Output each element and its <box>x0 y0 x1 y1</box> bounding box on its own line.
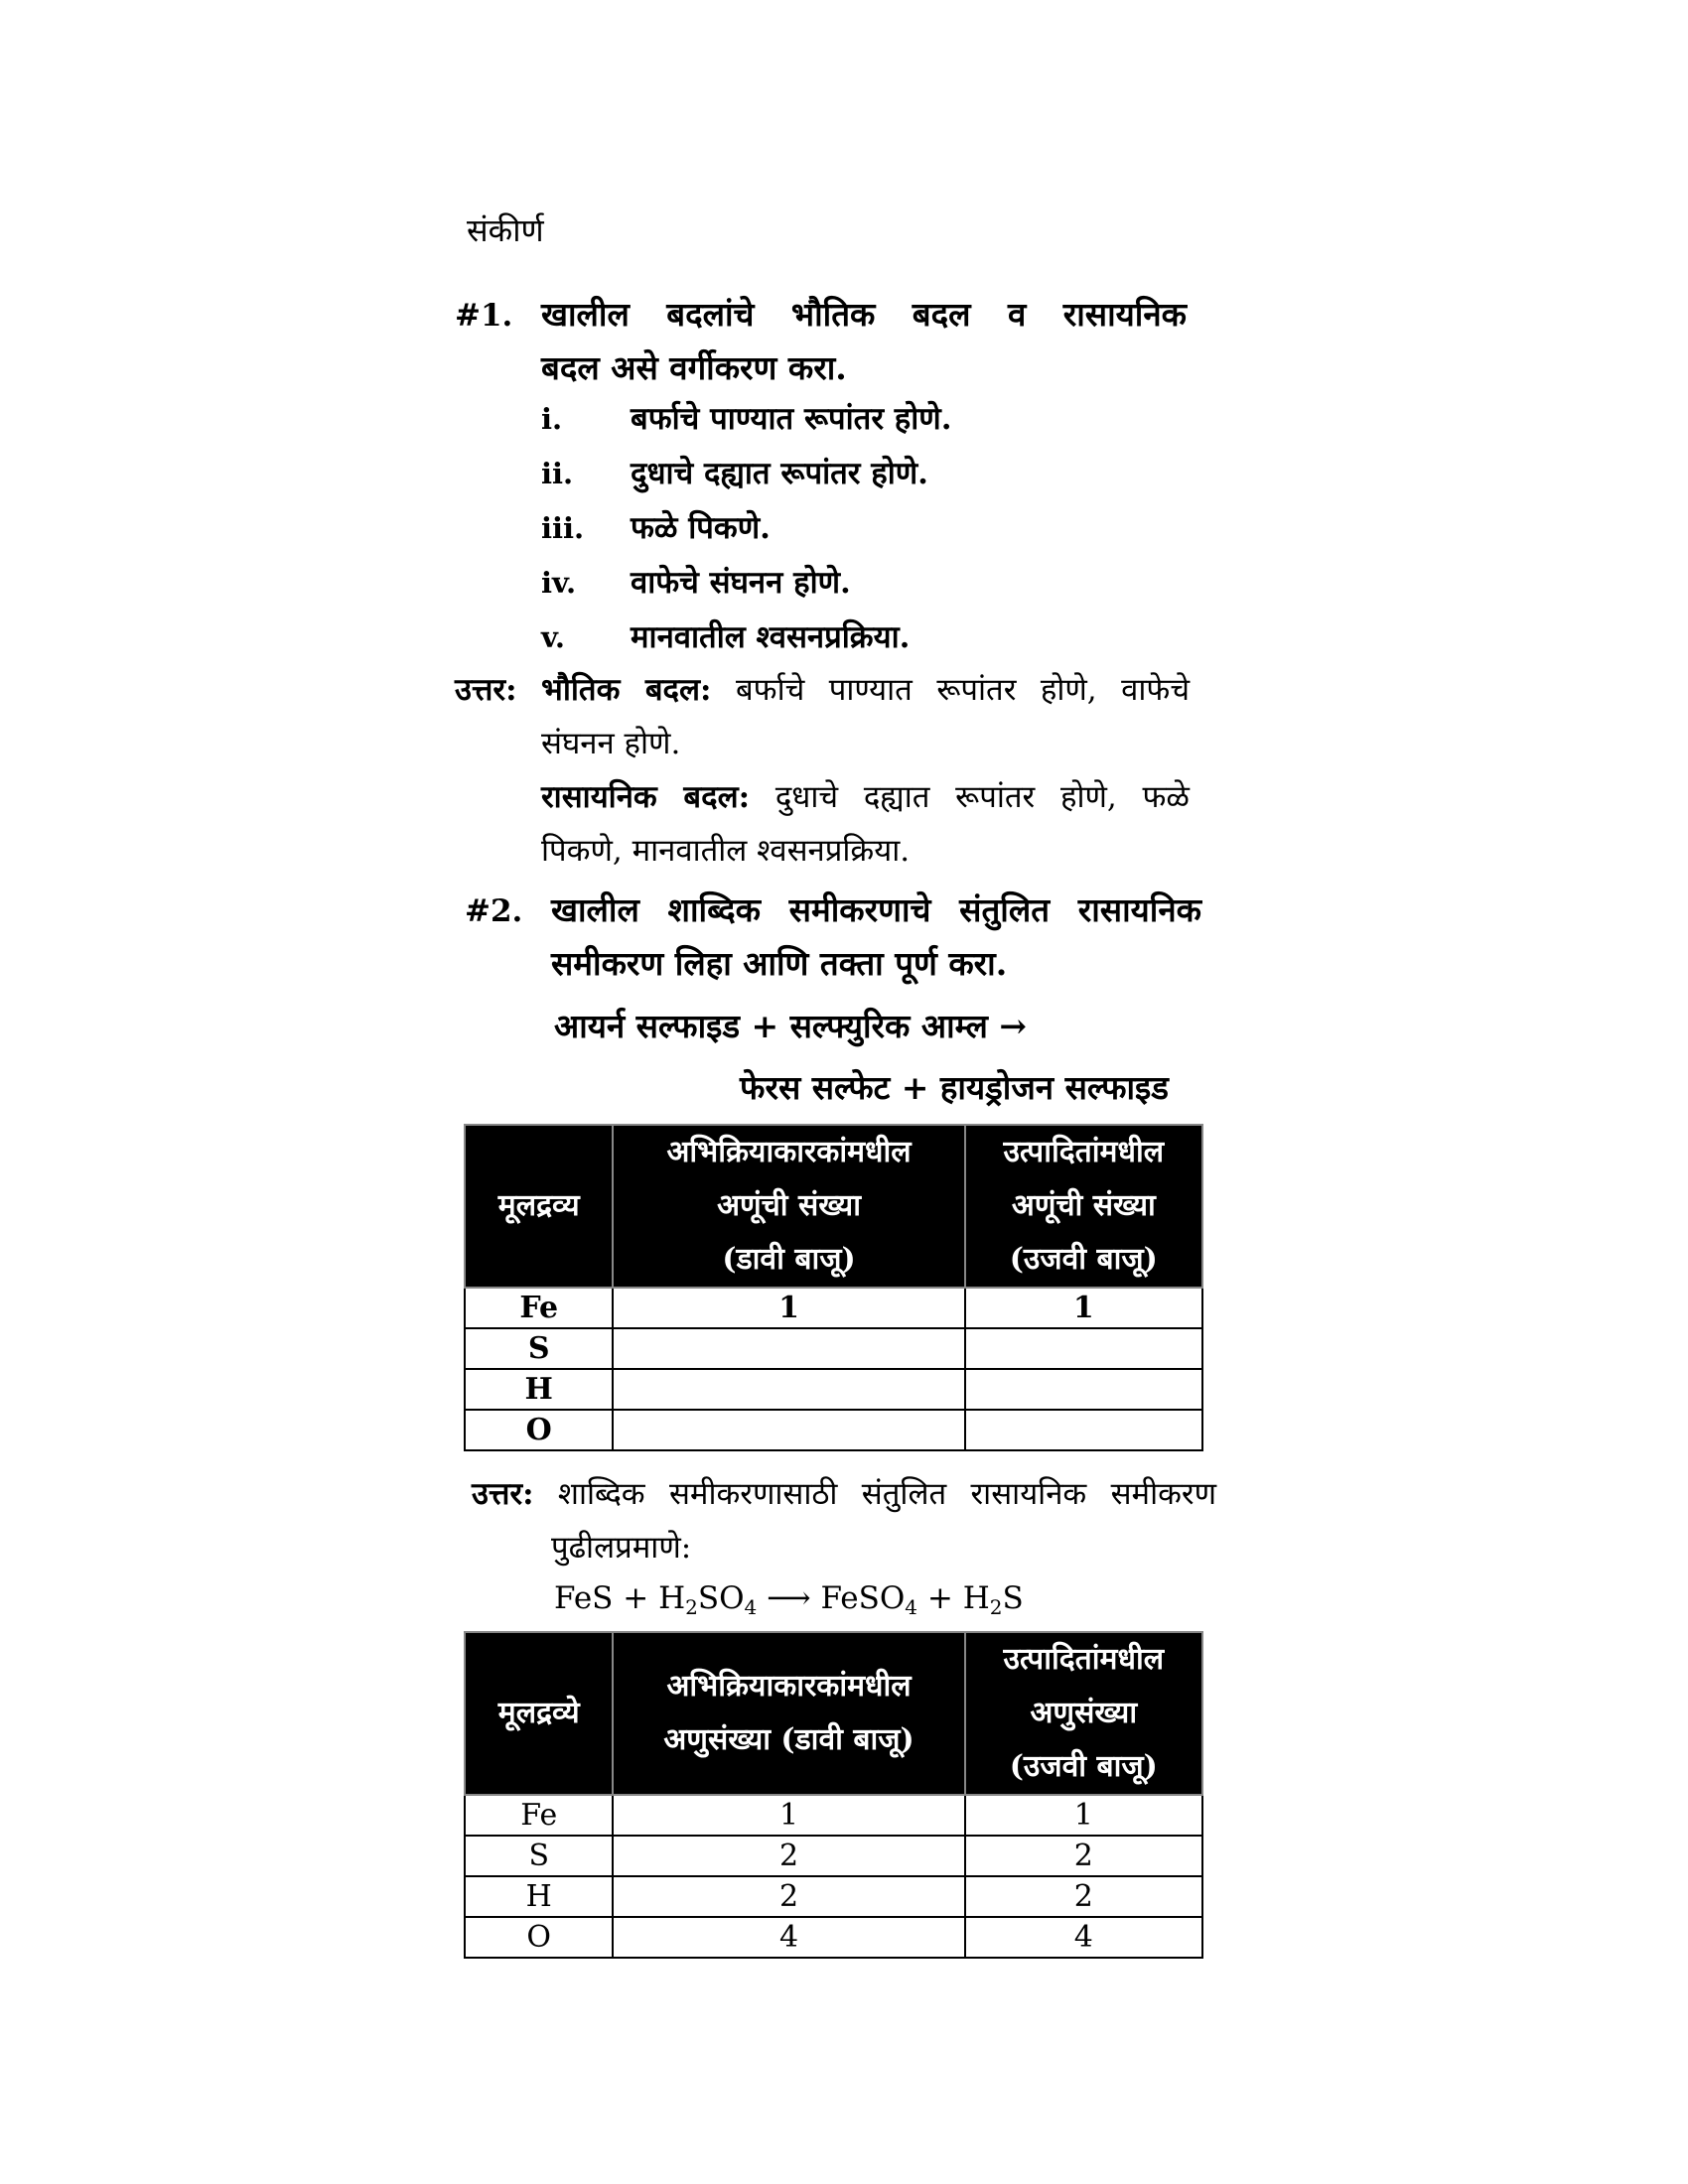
table-cell <box>613 1369 964 1410</box>
chemical-change-label: रासायनिक बदल: <box>541 779 751 815</box>
table-cell: 1 <box>613 1288 964 1328</box>
word-equation-line-1: आयर्न सल्फाइड + सल्फ्युरिक आम्ल → <box>554 1007 1027 1045</box>
table-cell: 2 <box>965 1876 1202 1917</box>
table-row <box>465 1876 1202 1917</box>
table-cell: O <box>465 1410 613 1450</box>
answer-prefix: उत्तर: <box>455 672 517 708</box>
answer-2-text-2: पुढीलप्रमाणे: <box>551 1530 692 1566</box>
table-cell: 2 <box>613 1876 964 1917</box>
item-text: बर्फाचे पाण्यात रूपांतर होणे. <box>631 401 952 437</box>
chemical-change-text-1: दुधाचे दह्यात रूपांतर होणे, फळे <box>774 779 1190 815</box>
column-header-products: उत्पादितांमधील अणूंची संख्या (उजवी बाजू) <box>965 1125 1202 1288</box>
table-cell: 2 <box>613 1836 964 1876</box>
table-row <box>465 1288 1202 1328</box>
item-label: iv. <box>541 566 577 600</box>
question-2-number: #2. <box>465 893 523 929</box>
table-header-row <box>465 1125 1202 1288</box>
answer-1 <box>455 663 1190 878</box>
table-cell: Fe <box>465 1795 613 1836</box>
table-row <box>465 1410 1202 1450</box>
item-label: iii. <box>541 511 585 545</box>
table-cell <box>965 1369 1202 1410</box>
column-header-element: मूलद्रव्ये <box>465 1632 613 1795</box>
question-1-items <box>541 397 952 670</box>
list-item <box>541 452 952 506</box>
item-text: वाफेचे संघनन होणे. <box>631 565 851 601</box>
table-cell <box>965 1328 1202 1369</box>
question-1-line-2: बदल असे वर्गीकरण करा. <box>541 348 847 387</box>
column-header-products: उत्पादितांमधील अणुसंख्या (उजवी बाजू) <box>965 1632 1202 1795</box>
question-2-line-2: समीकरण लिहा आणि तक्ता पूर्ण करा. <box>551 944 1008 983</box>
reaction-arrow: ⟶ <box>767 1580 811 1616</box>
item-text: मानवातील श्वसनप्रक्रिया. <box>631 619 911 655</box>
physical-change-text-2: संघनन होणे. <box>541 726 681 761</box>
table-cell: Fe <box>465 1288 613 1328</box>
column-header-reactants: अभिक्रियाकारकांमधील अणुसंख्या (डावी बाजू) <box>613 1632 964 1795</box>
column-header-element: मूलद्रव्य <box>465 1125 613 1288</box>
table-cell: O <box>465 1917 613 1958</box>
table-cell <box>965 1410 1202 1450</box>
list-item <box>541 506 952 561</box>
table-row <box>465 1369 1202 1410</box>
table-cell: 2 <box>965 1836 1202 1876</box>
section-heading: संकीर्ण <box>467 211 544 249</box>
table-cell: 1 <box>965 1288 1202 1328</box>
word-equation-line-2: फेरस सल्फेट + हायड्रोजन सल्फाइड <box>740 1068 1169 1107</box>
table-cell: H <box>465 1369 613 1410</box>
atom-count-table <box>464 1124 1203 1451</box>
question-1-line-1: खालील बदलांचे भौतिक बदल व रासायनिक <box>541 295 1187 334</box>
question-1-text <box>541 288 1187 395</box>
table-row <box>465 1795 1202 1836</box>
table-row <box>465 1836 1202 1876</box>
table-cell: 1 <box>613 1795 964 1836</box>
item-label: i. <box>541 402 563 436</box>
table-cell: H <box>465 1876 613 1917</box>
table-cell: S <box>465 1328 613 1369</box>
table-cell: S <box>465 1836 613 1876</box>
item-label: v. <box>541 620 566 654</box>
balanced-atom-count-table <box>464 1631 1203 1959</box>
table-header-row <box>465 1632 1202 1795</box>
physical-change-text-1: बर्फाचे पाण्यात रूपांतर होणे, वाफेचे <box>735 672 1191 708</box>
table-cell: 4 <box>613 1917 964 1958</box>
answer-2 <box>472 1467 1216 1574</box>
answer-prefix: उत्तर: <box>472 1476 534 1512</box>
table-cell: 4 <box>965 1917 1202 1958</box>
item-label: ii. <box>541 457 574 490</box>
table-cell: 1 <box>965 1795 1202 1836</box>
question-2-text <box>551 884 1201 991</box>
item-text: दुधाचे दह्यात रूपांतर होणे. <box>631 456 928 491</box>
table-row <box>465 1328 1202 1369</box>
column-header-reactants: अभिक्रियाकारकांमधील अणूंची संख्या (डावी बाजू) <box>613 1125 964 1288</box>
table-row <box>465 1917 1202 1958</box>
chemical-change-text-2: पिकणे, मानवातील श्वसनप्रक्रिया. <box>541 833 911 869</box>
list-item <box>541 397 952 452</box>
table-cell <box>613 1328 964 1369</box>
table-cell <box>613 1410 964 1450</box>
physical-change-label: भौतिक बदल: <box>541 672 712 708</box>
item-text: फळे पिकणे. <box>631 510 771 546</box>
question-2-line-1: खालील शाब्दिक समीकरणाचे संतुलित रासायनिक <box>551 890 1201 929</box>
list-item <box>541 561 952 615</box>
answer-2-text-1: शाब्दिक समीकरणासाठी संतुलित रासायनिक समीकरण <box>557 1476 1216 1512</box>
balanced-equation: FeS + $H_2SO_4$ ⟶ FeSO$_4$ + $H_2S$ <box>554 1580 1024 1619</box>
question-1-number: #1. <box>455 298 513 334</box>
list-item <box>541 615 952 670</box>
